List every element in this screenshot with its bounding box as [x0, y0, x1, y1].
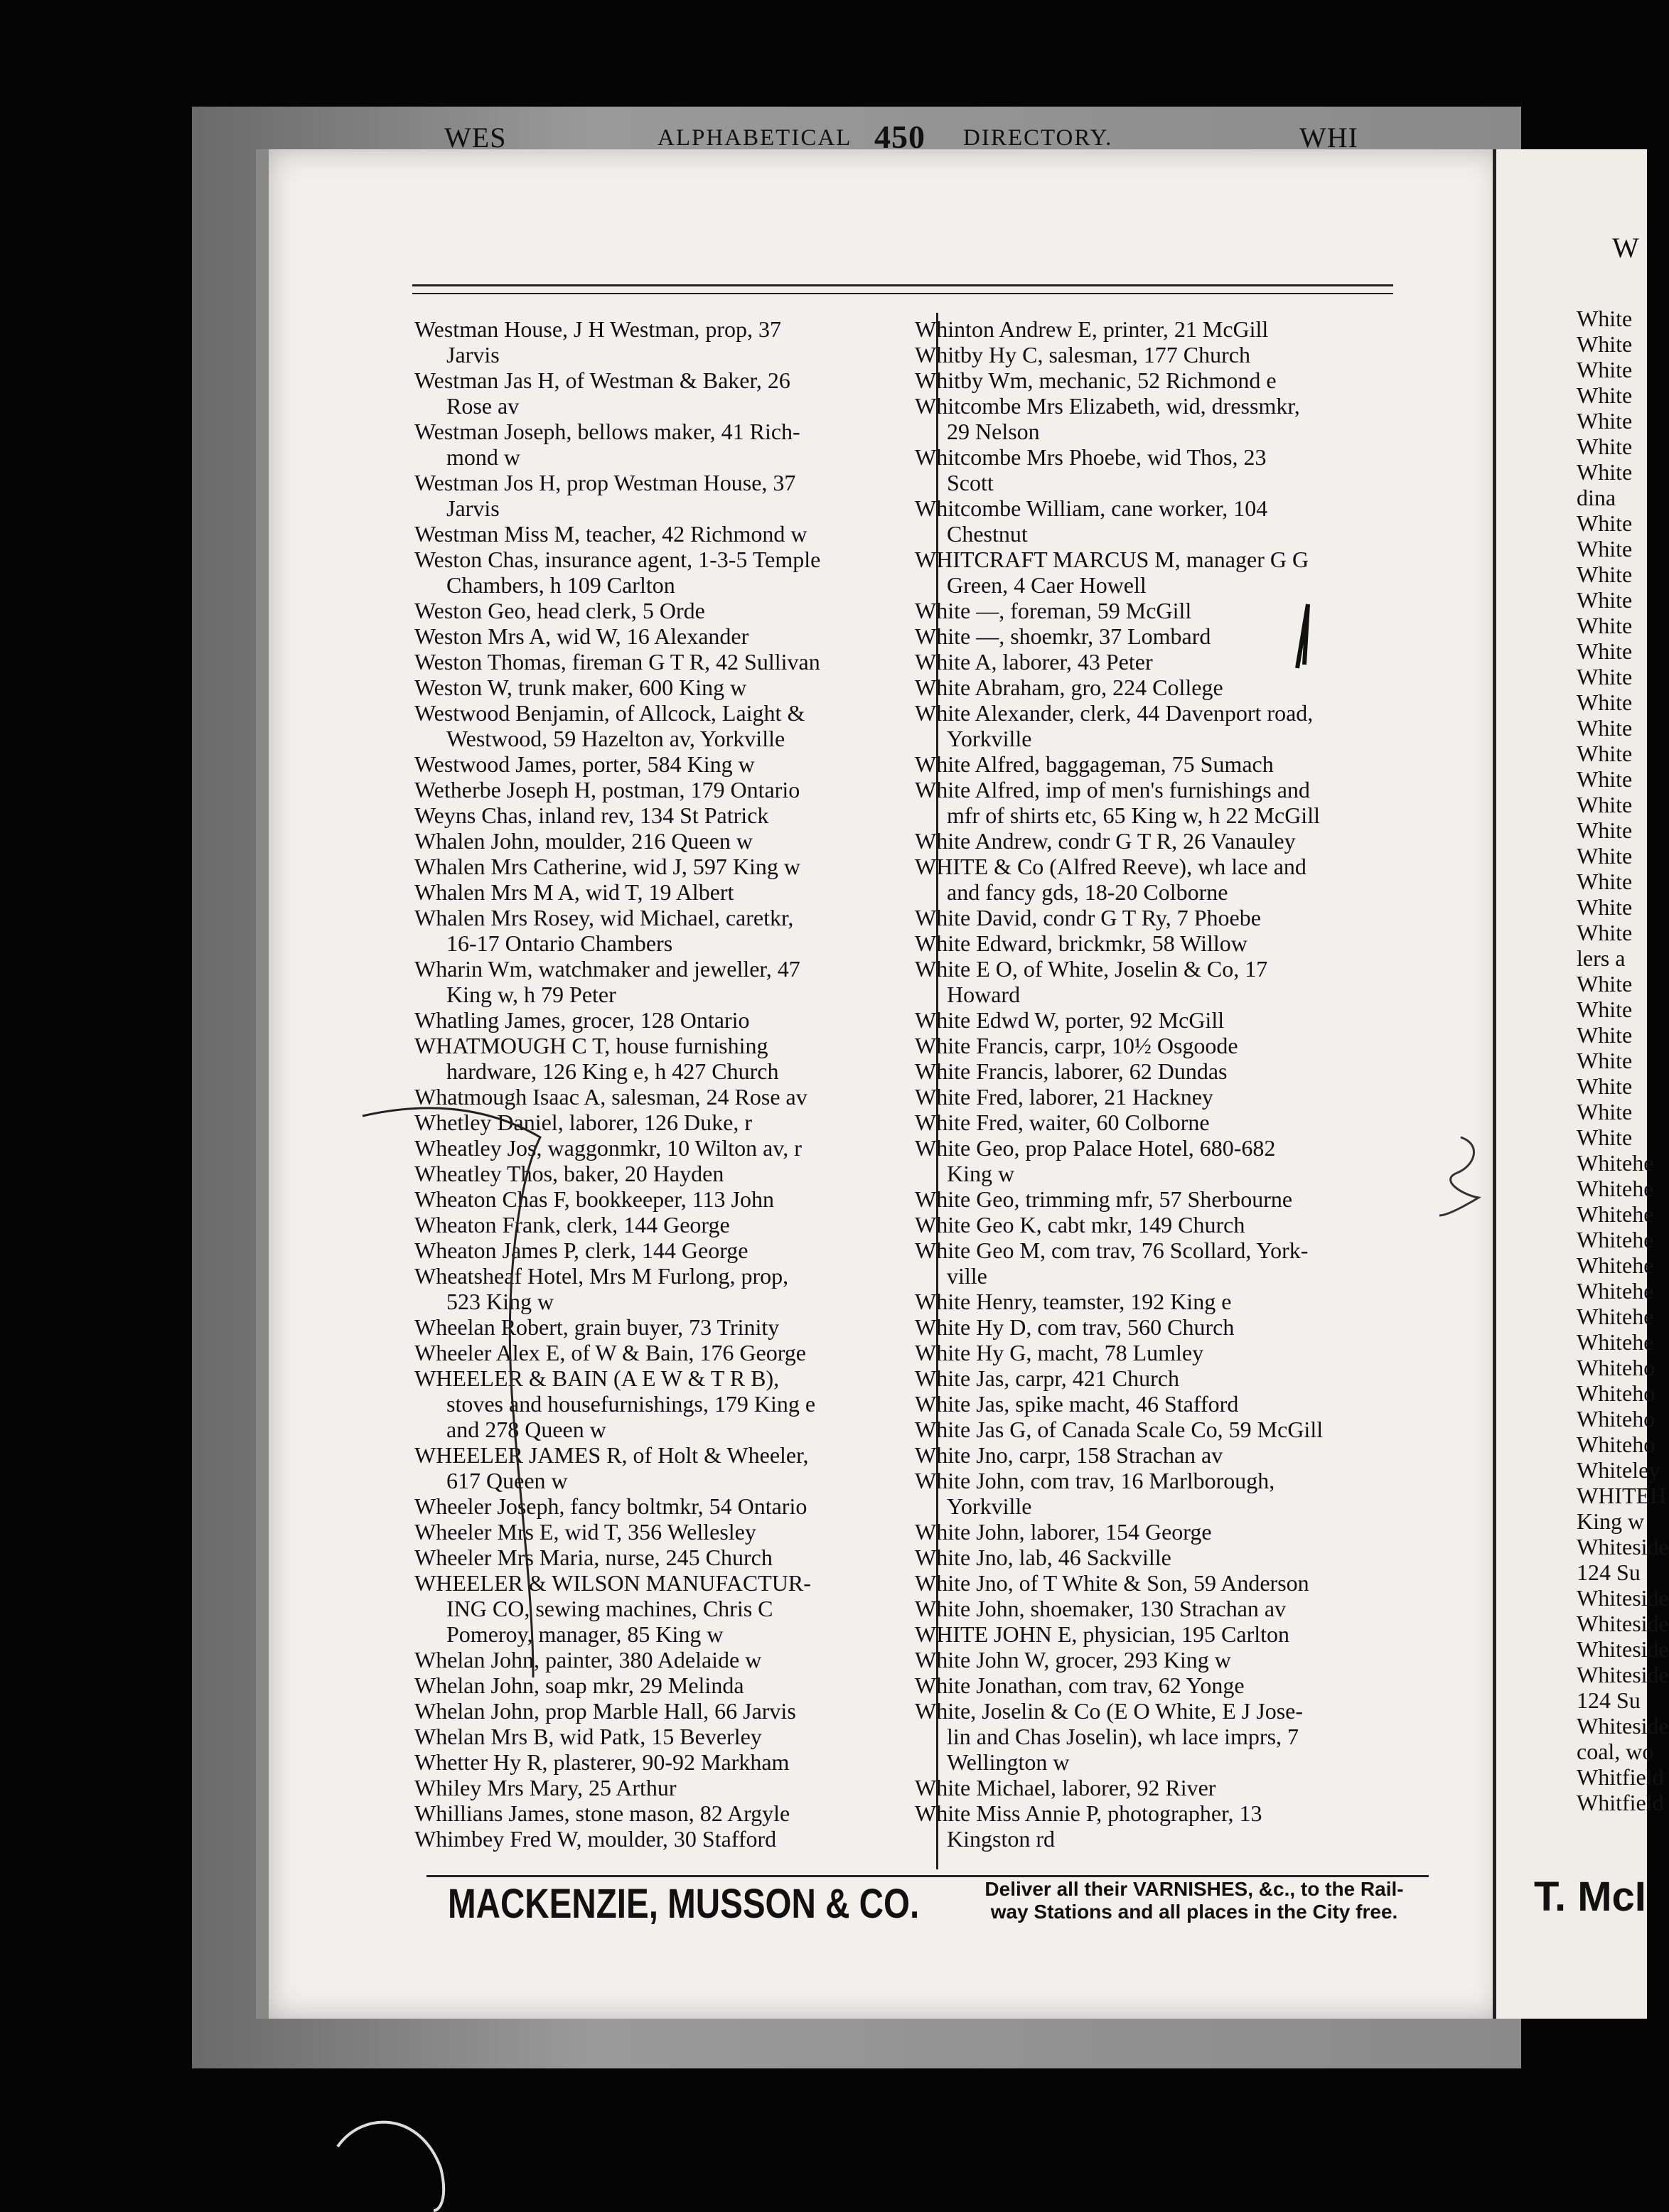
next-page-line: Whiteside [1577, 1585, 1669, 1611]
left-column-entry: Whillians James, stone mason, 82 Argyle [414, 1800, 790, 1826]
next-page-line: White [1577, 715, 1633, 741]
check-mark [1279, 597, 1336, 675]
right-column-entry: White Michael, laborer, 92 River [915, 1775, 1216, 1800]
left-column-entry: Wheeler Mrs E, wid T, 356 Wellesley [414, 1519, 756, 1545]
ad-text-line-1: Deliver all their VARNISHES, &c., to the Rail- [984, 1878, 1404, 1900]
left-column-entry: Whelan John, painter, 380 Adelaide w [414, 1647, 762, 1673]
next-page-line: coal, wo [1577, 1739, 1654, 1764]
left-column-entry: Wheeler Joseph, fancy boltmkr, 54 Ontario [414, 1493, 807, 1519]
left-column-entry: Westman Jos H, prop Westman House, 37 [414, 470, 796, 495]
right-column-entry: WHITCRAFT MARCUS M, manager G G [915, 547, 1309, 572]
header-title-right: DIRECTORY. [963, 125, 1113, 151]
right-column-entry: White A, laborer, 43 Peter [915, 649, 1153, 675]
page-number: 450 [874, 119, 925, 155]
left-column-entry: Wheelan Robert, grain buyer, 73 Trinity [414, 1314, 780, 1340]
margin-loop [334, 2104, 455, 2211]
right-column-entry: WHITE JOHN E, physician, 195 Carlton [915, 1621, 1290, 1647]
left-column-entry-continuation: hardware, 126 King e, h 427 Church [446, 1058, 779, 1084]
next-page-line: White [1577, 997, 1633, 1022]
next-page-line: Whiteside [1577, 1662, 1669, 1687]
left-column-entry: Westwood James, porter, 584 King w [414, 751, 755, 777]
left-column-entry-continuation: and 278 Queen w [446, 1417, 606, 1442]
right-column-entry: Whitcombe Mrs Elizabeth, wid, dressmkr, [915, 393, 1300, 419]
next-page-line: Whiteho [1577, 1406, 1655, 1432]
left-column-entry: Weston Mrs A, wid W, 16 Alexander [414, 623, 749, 649]
next-page-line: Whitehe [1577, 1176, 1654, 1201]
left-column-entry-continuation: ING CO, sewing machines, Chris C [446, 1596, 773, 1621]
right-column-entry-continuation: Green, 4 Caer Howell [947, 572, 1147, 598]
left-column-entry: Westman Jas H, of Westman & Baker, 26 [414, 367, 790, 393]
left-column-entry: Wheeler Alex E, of W & Bain, 176 George [414, 1340, 806, 1365]
next-page-line: White [1577, 613, 1633, 638]
right-column-entry: Whinton Andrew E, printer, 21 McGill [915, 316, 1269, 342]
right-column-entry: White —, shoemkr, 37 Lombard [915, 623, 1211, 649]
right-column-entry: White E O, of White, Joselin & Co, 17 [915, 956, 1268, 982]
next-page-line: White [1577, 382, 1633, 408]
guide-word-left: WES [444, 122, 507, 154]
left-column-entry-continuation: stoves and housefurnishings, 179 King e [446, 1391, 816, 1417]
header-rule-top [412, 284, 1393, 286]
right-column-entry: White Geo M, com trav, 76 Scollard, York- [915, 1237, 1309, 1263]
next-page-line: Whitehe [1577, 1150, 1654, 1176]
right-column-entry: White Edward, brickmkr, 58 Willow [915, 930, 1247, 956]
left-column-entry: Whetley Daniel, laborer, 126 Duke, r [414, 1110, 752, 1135]
ad-text-line-2: way Stations and all places in the City free. [990, 1901, 1398, 1923]
right-column-entry-continuation: Yorkville [947, 1493, 1032, 1519]
loop-stroke [338, 2122, 444, 2211]
next-page-line: Whiteho [1577, 1355, 1655, 1380]
left-column-entry-continuation: Jarvis [446, 342, 500, 367]
right-column-entry-continuation: mfr of shirts etc, 65 King w, h 22 McGill [947, 802, 1320, 828]
right-column-entry: White Abraham, gro, 224 College [915, 675, 1223, 700]
next-page-line: Whitfield [1577, 1764, 1664, 1790]
right-column-entry: White David, condr G T Ry, 7 Phoebe [915, 905, 1261, 930]
next-page-line: Whiteside [1577, 1713, 1669, 1739]
right-column-entry-continuation: Chestnut [947, 521, 1028, 547]
left-column-entry: Wheaton Chas F, bookkeeper, 113 John [414, 1186, 774, 1212]
left-column-entry: Whiley Mrs Mary, 25 Arthur [414, 1775, 677, 1800]
next-page-line: White [1577, 971, 1633, 997]
next-page-line: White [1577, 459, 1633, 485]
right-column-entry: White Jno, lab, 46 Sackville [915, 1545, 1171, 1570]
left-column-entry: WHATMOUGH C T, house furnishing [414, 1033, 768, 1058]
left-column-entry: Whalen Mrs M A, wid T, 19 Albert [414, 879, 734, 905]
next-page-line: White [1577, 510, 1633, 536]
next-page-line: King w [1577, 1508, 1645, 1534]
next-page-line: Whitehe [1577, 1201, 1654, 1227]
right-column-entry-continuation: Scott [947, 470, 994, 495]
next-page-line: White [1577, 306, 1633, 331]
margin-scribble [1432, 1130, 1496, 1244]
right-column-entry: White Geo K, cabt mkr, 149 Church [915, 1212, 1245, 1237]
left-column-entry: Whalen John, moulder, 216 Queen w [414, 828, 753, 854]
right-column-entry: White Fred, waiter, 60 Colborne [915, 1110, 1210, 1135]
next-page-line: Whitfield [1577, 1790, 1664, 1815]
right-column-entry-continuation: and fancy gds, 18-20 Colborne [947, 879, 1228, 905]
next-page-line: White [1577, 869, 1633, 894]
right-column-entry: White Francis, laborer, 62 Dundas [915, 1058, 1228, 1084]
left-column-entry: WHEELER & BAIN (A E W & T R B), [414, 1365, 780, 1391]
left-column-entry: Wheaton James P, clerk, 144 George [414, 1237, 748, 1263]
right-column-entry: White Edwd W, porter, 92 McGill [915, 1007, 1225, 1033]
left-column-entry: Weyns Chas, inland rev, 134 St Patrick [414, 802, 769, 828]
right-column-entry: White Jas G, of Canada Scale Co, 59 McGill [915, 1417, 1324, 1442]
next-page-header: W [1612, 232, 1639, 264]
next-page-line: White [1577, 1022, 1633, 1048]
right-column-entry: White —, foreman, 59 McGill [915, 598, 1192, 623]
right-column-entry: White Geo, prop Palace Hotel, 680-682 [915, 1135, 1276, 1161]
next-page-line: Whitehe [1577, 1278, 1654, 1304]
next-page-line: Whitehe [1577, 1304, 1654, 1329]
right-column-entry: White Hy G, macht, 78 Lumley [915, 1340, 1204, 1365]
next-page-line: 124 Su [1577, 1687, 1641, 1713]
right-column-entry: White Jonathan, com trav, 62 Yonge [915, 1673, 1245, 1698]
right-column-entry: White John, com trav, 16 Marlborough, [915, 1468, 1275, 1493]
left-column-entry: Wheaton Frank, clerk, 144 George [414, 1212, 730, 1237]
header-rule-bottom [412, 293, 1393, 294]
next-page-line: Whiteho [1577, 1380, 1655, 1406]
next-page-line: dina [1577, 485, 1616, 510]
next-page-line: White [1577, 331, 1633, 357]
right-column-entry: White Jas, carpr, 421 Church [915, 1365, 1179, 1391]
right-column-entry: Whitcombe Mrs Phoebe, wid Thos, 23 [915, 444, 1267, 470]
next-page-line: Whitehe [1577, 1227, 1654, 1252]
next-page-line: White [1577, 587, 1633, 613]
next-page-line: White [1577, 357, 1633, 382]
left-column-entry-continuation: Jarvis [446, 495, 500, 521]
pencil-marks [355, 1095, 711, 2019]
right-column-entry: White Henry, teamster, 192 King e [915, 1289, 1232, 1314]
left-column-entry-continuation: Chambers, h 109 Carlton [446, 572, 675, 598]
check-stroke [1297, 604, 1308, 668]
next-page-line: White [1577, 894, 1633, 920]
left-column-entry: Westman House, J H Westman, prop, 37 [414, 316, 781, 342]
left-column-entry: Weston Thomas, fireman G T R, 42 Sullivan [414, 649, 820, 675]
right-column-entry: White Fred, laborer, 21 Hackney [915, 1084, 1213, 1110]
next-page-ad-fragment: T. McI [1534, 1874, 1646, 1920]
right-column-entry: White John W, grocer, 293 King w [915, 1647, 1231, 1673]
left-column-entry: Whetter Hy R, plasterer, 90-92 Markham [414, 1749, 790, 1775]
next-page-line: White [1577, 408, 1633, 434]
left-column-entry: Westman Joseph, bellows maker, 41 Rich- [414, 419, 800, 444]
next-page-column [1577, 306, 1669, 1815]
right-column-entry: Whitcombe William, cane worker, 104 [915, 495, 1268, 521]
right-column-entry-continuation: King w [947, 1161, 1015, 1186]
right-column-entry-continuation: Yorkville [947, 726, 1032, 751]
next-page-line: White [1577, 817, 1633, 843]
left-column-entry: Wharin Wm, watchmaker and jeweller, 47 [414, 956, 800, 982]
left-column-entry: WHEELER & WILSON MANUFACTUR- [414, 1570, 811, 1596]
right-column-entry: White Hy D, com trav, 560 Church [915, 1314, 1235, 1340]
left-column-entry-continuation: Westwood, 59 Hazelton av, Yorkville [446, 726, 785, 751]
right-column-entry: White Jas, spike macht, 46 Stafford [915, 1391, 1239, 1417]
left-column-entry: Whatmough Isaac A, salesman, 24 Rose av [414, 1084, 807, 1110]
next-page-line: Whitehe [1577, 1252, 1654, 1278]
right-column-entry: White John, laborer, 154 George [915, 1519, 1212, 1545]
next-page-line: WHITEH [1577, 1483, 1667, 1508]
left-column-entry-continuation: 16-17 Ontario Chambers [446, 930, 673, 956]
next-page-line: 124 Su [1577, 1559, 1641, 1585]
right-column-entry: White Francis, carpr, 10½ Osgoode [915, 1033, 1238, 1058]
next-page-line: White [1577, 792, 1633, 817]
right-column-entry-continuation: Wellington w [947, 1749, 1070, 1775]
right-column-entry: White Alfred, imp of men's furnishings and [915, 777, 1310, 802]
right-column-entry-continuation: lin and Chas Joselin), wh lace imprs, 7 [947, 1724, 1299, 1749]
scribble-stroke [1439, 1137, 1479, 1215]
left-column-entry: Whatling James, grocer, 128 Ontario [414, 1007, 750, 1033]
next-page-line: Whitehe [1577, 1329, 1654, 1355]
next-page-line: White [1577, 1099, 1633, 1124]
left-column-entry: Whelan John, prop Marble Hall, 66 Jarvis [414, 1698, 796, 1724]
left-column-entry-continuation: mond w [446, 444, 520, 470]
next-page-line: White [1577, 562, 1633, 587]
left-column-entry: Westman Miss M, teacher, 42 Richmond w [414, 521, 807, 547]
right-column [915, 316, 1323, 1852]
right-column-entry: White Jno, carpr, 158 Strachan av [915, 1442, 1223, 1468]
left-column-entry: Whimbey Fred W, moulder, 30 Stafford [414, 1826, 777, 1852]
next-page-line: White [1577, 689, 1633, 715]
next-page-line: White [1577, 1124, 1633, 1150]
right-column-entry: White Jno, of T White & Son, 59 Anderson [915, 1570, 1309, 1596]
next-page-line: White [1577, 638, 1633, 664]
left-column-entry-continuation: 523 King w [446, 1289, 554, 1314]
ad-company-name: MACKENZIE, MUSSON & CO. [448, 1881, 920, 1927]
left-column-entry: Weston Geo, head clerk, 5 Orde [414, 598, 705, 623]
right-column-entry: White Geo, trimming mfr, 57 Sherbourne [915, 1186, 1293, 1212]
left-column-entry: Weston Chas, insurance agent, 1-3-5 Temple [414, 547, 821, 572]
left-column-entry: WHEELER JAMES R, of Holt & Wheeler, [414, 1442, 809, 1468]
next-page-line: Whiteside [1577, 1611, 1669, 1636]
right-column-entry: White Alexander, clerk, 44 Davenport road, [915, 700, 1314, 726]
next-page-line: Whiteside [1577, 1636, 1669, 1662]
left-column-entry: Wheeler Mrs Maria, nurse, 245 Church [414, 1545, 773, 1570]
right-column-entry: Whitby Wm, mechanic, 52 Richmond e [915, 367, 1277, 393]
next-page-line: White [1577, 843, 1633, 869]
right-column-entry-continuation: Kingston rd [947, 1826, 1055, 1852]
right-column-entry: WHITE & Co (Alfred Reeve), wh lace and [915, 854, 1306, 879]
left-column-entry: Whalen Mrs Rosey, wid Michael, caretkr, [414, 905, 794, 930]
right-column-entry: White, Joselin & Co (E O White, E J Jose- [915, 1698, 1303, 1724]
right-column-entry: White Miss Annie P, photographer, 13 [915, 1800, 1262, 1826]
right-column-entry: White Alfred, baggageman, 75 Sumach [915, 751, 1274, 777]
header-title-left: ALPHABETICAL [658, 125, 852, 151]
pencil-stroke [363, 1108, 540, 1677]
right-column-entry: White Andrew, condr G T R, 26 Vanauley [915, 828, 1296, 854]
next-page-line: White [1577, 434, 1633, 459]
next-page-line: Whiteley [1577, 1457, 1660, 1483]
next-page-line: lers a [1577, 945, 1626, 971]
right-column-entry-continuation: 29 Nelson [947, 419, 1040, 444]
left-column-entry-continuation: Rose av [446, 393, 520, 419]
right-column-entry-continuation: Howard [947, 982, 1021, 1007]
right-column-entry: Whitby Hy C, salesman, 177 Church [915, 342, 1250, 367]
next-page-line: White [1577, 766, 1633, 792]
next-page-line: White [1577, 741, 1633, 766]
next-page-line: Whiteside [1577, 1534, 1669, 1559]
left-column-entry: Wetherbe Joseph H, postman, 179 Ontario [414, 777, 800, 802]
left-column-entry: Wheatsheaf Hotel, Mrs M Furlong, prop, [414, 1263, 789, 1289]
next-page-line: White [1577, 1048, 1633, 1073]
right-column-entry-continuation: ville [947, 1263, 987, 1289]
guide-word-right: WHI [1299, 122, 1358, 154]
left-column-entry: Whelan Mrs B, wid Patk, 15 Beverley [414, 1724, 762, 1749]
left-column-entry: Whelan John, soap mkr, 29 Melinda [414, 1673, 744, 1698]
left-column-entry-continuation: Pomeroy, manager, 85 King w [446, 1621, 724, 1647]
left-column-entry: Westwood Benjamin, of Allcock, Laight & [414, 700, 805, 726]
next-page-line: White [1577, 664, 1633, 689]
left-column-entry-continuation: 617 Queen w [446, 1468, 568, 1493]
next-page-line: White [1577, 920, 1633, 945]
left-column-entry: Wheatley Thos, baker, 20 Hayden [414, 1161, 724, 1186]
ad-text [945, 1878, 1443, 1923]
left-column-entry: Whalen Mrs Catherine, wid J, 597 King w [414, 854, 801, 879]
next-page-line: White [1577, 536, 1633, 562]
left-column-entry: Weston W, trunk maker, 600 King w [414, 675, 747, 700]
right-column-entry: White John, shoemaker, 130 Strachan av [915, 1596, 1287, 1621]
next-page-line: White [1577, 1073, 1633, 1099]
left-column-entry: Wheatley Jos, waggonmkr, 10 Wilton av, r [414, 1135, 802, 1161]
left-column-entry-continuation: King w, h 79 Peter [446, 982, 616, 1007]
next-page-line: Whiteho [1577, 1432, 1655, 1457]
